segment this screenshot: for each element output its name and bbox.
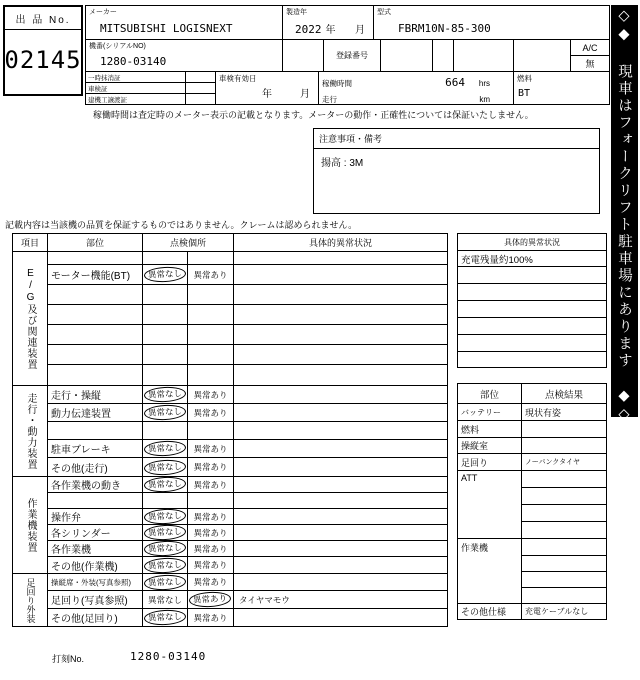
table-row <box>48 285 447 305</box>
table-row <box>48 609 447 626</box>
abnormality-row <box>458 301 606 318</box>
abnormality-row: 充電残量約100% <box>458 251 606 267</box>
part-cell <box>48 305 143 324</box>
table-row <box>458 454 606 471</box>
ng-cell <box>188 365 234 385</box>
detail-cell <box>234 574 447 590</box>
detail-cell <box>234 422 447 439</box>
ng-cell <box>188 557 234 573</box>
abnormality-box-title: 具体的異常状況 <box>458 234 606 251</box>
table-row <box>48 404 447 422</box>
result-cell <box>522 588 606 603</box>
ng-cell <box>188 265 234 284</box>
year-value: 2022 <box>295 23 322 36</box>
ng-mark: 異常あり <box>193 527 228 538</box>
table-row <box>48 557 447 573</box>
detail-cell <box>234 325 447 344</box>
location-banner: ◇◆ 現車はフォークリフト駐車場にあります ◆◇ <box>611 5 638 417</box>
result-cell <box>522 556 606 572</box>
empty-cell <box>282 39 324 72</box>
part-cell: 走行・操縦 <box>48 386 143 403</box>
ng-mark: 異常あり <box>193 479 228 490</box>
ok-cell <box>143 386 188 403</box>
section-drive <box>13 386 447 477</box>
ng-mark: 異常あり <box>193 443 228 454</box>
ok-mark: 異常なし <box>144 556 187 573</box>
month-unit: 月 <box>355 25 365 36</box>
ng-cell <box>188 325 234 344</box>
table-row <box>48 525 447 541</box>
abnormality-row <box>458 352 606 367</box>
ok-cell <box>143 345 188 364</box>
detail-cell <box>234 557 447 573</box>
ng-mark: 異常あり <box>193 511 228 522</box>
ng-cell <box>188 477 234 492</box>
doc-label-3: 建機工譲渡証 <box>88 96 127 104</box>
abnormality-box <box>457 233 607 368</box>
table-row <box>458 421 606 438</box>
result-cell <box>522 572 606 588</box>
part-cell: 操縦室 <box>458 438 522 453</box>
mileage-unit: km <box>479 95 490 104</box>
ok-mark: 異常なし <box>144 524 187 541</box>
ok-cell <box>143 305 188 324</box>
att-block <box>458 471 606 539</box>
table-row <box>48 477 447 493</box>
maker-cell <box>85 5 283 40</box>
detail-cell <box>234 477 447 492</box>
ok-mark: 異常なし <box>144 440 187 457</box>
ac-value-cell <box>570 55 610 72</box>
result-cell: 充電ケーブルなし <box>525 607 589 616</box>
stamp-number-value: 1280-03140 <box>130 650 207 663</box>
part-cell: 燃料 <box>458 421 522 437</box>
ng-cell <box>188 609 234 626</box>
empty-cell <box>453 39 514 72</box>
ng-cell <box>188 509 234 524</box>
detail-cell <box>234 386 447 403</box>
abnormality-row <box>458 335 606 352</box>
result-table-header <box>458 384 606 404</box>
shaken-label: 車検有効日 <box>219 74 257 83</box>
ng-cell <box>188 404 234 421</box>
model-cell <box>373 5 610 40</box>
part-cell: 各作業機 <box>48 541 143 556</box>
part-cell: 操縦席・外装(写真参照) <box>48 574 143 590</box>
part-cell <box>48 285 143 304</box>
ok-mark: 異常なし <box>144 540 187 557</box>
part-cell <box>48 493 143 508</box>
abnormality-row <box>458 318 606 335</box>
result-cell: 現状有姿 <box>525 407 562 418</box>
remarks-title: 注意事項・備考 <box>314 129 599 149</box>
col-detail: 具体的異常状況 <box>308 238 372 248</box>
ng-mark: 異常あり <box>189 591 232 608</box>
table-row <box>48 365 447 385</box>
section-drive-label: 走行・動力装置 <box>13 386 48 476</box>
ng-mark: 異常あり <box>193 560 228 570</box>
ok-cell <box>143 458 188 476</box>
col-check: 点検個所 <box>143 234 234 251</box>
serial-value: 1280-03140 <box>100 55 167 68</box>
year-label: 製造年 <box>286 9 307 16</box>
part-cell <box>48 345 143 364</box>
year-unit: 年 <box>325 25 336 36</box>
part-cell: その他(走行) <box>48 458 143 476</box>
remarks-box <box>313 128 600 214</box>
detail-cell <box>234 440 447 457</box>
shaken-month-unit: 月 <box>300 89 310 100</box>
result-cell <box>522 421 606 437</box>
part-cell: 各シリンダー <box>48 525 143 540</box>
part-cell <box>48 252 143 264</box>
mileage-label: 走行 <box>322 95 337 104</box>
ok-cell <box>143 509 188 524</box>
table-row <box>48 345 447 365</box>
work-block <box>458 539 606 604</box>
ok-cell <box>143 325 188 344</box>
shaken-year-unit: 年 <box>262 89 272 100</box>
ng-cell <box>188 345 234 364</box>
part-cell: その他仕様 <box>458 604 522 619</box>
part-cell: 操作弁 <box>48 509 143 524</box>
ok-cell <box>143 265 188 284</box>
col-part: 部位 <box>458 384 522 403</box>
abnormality-row <box>458 284 606 301</box>
ok-cell <box>143 422 188 439</box>
ok-cell <box>143 477 188 492</box>
disclaimer-note: 記載内容は当該機の品質を保証するものではありません。クレームは認められません。 <box>5 220 358 230</box>
detail-cell <box>234 493 447 508</box>
detail-cell: タイヤマモウ <box>239 594 290 605</box>
registration-label: 登録番号 <box>336 51 368 60</box>
ok-mark: 異常なし <box>144 476 187 493</box>
part-cell: ATT <box>458 471 522 538</box>
fuel-cell <box>513 71 610 105</box>
detail-cell <box>234 305 447 324</box>
ng-cell <box>188 591 234 608</box>
ok-cell <box>143 609 188 626</box>
ok-cell <box>143 493 188 508</box>
ok-cell <box>143 252 188 264</box>
result-cell <box>522 522 606 538</box>
ok-cell <box>143 365 188 385</box>
ok-mark: 異常なし <box>144 386 187 403</box>
ok-cell <box>143 541 188 556</box>
empty-cell <box>380 39 433 72</box>
table-row <box>48 386 447 404</box>
part-cell: 駐車ブレーキ <box>48 440 143 457</box>
lot-number-box <box>3 5 83 96</box>
ok-cell <box>143 591 188 608</box>
hours-cell <box>318 71 514 105</box>
table-row <box>48 325 447 345</box>
table-row <box>48 440 447 458</box>
fuel-value: BT <box>518 88 531 99</box>
ng-cell <box>188 422 234 439</box>
ng-mark: 異常あり <box>193 543 228 554</box>
ok-mark: 異常なし <box>144 266 187 283</box>
detail-cell <box>234 265 447 284</box>
serial-label: 機番(シリアルNO) <box>89 43 146 50</box>
maker-value: MITSUBISHI LOGISNEXT <box>100 22 233 35</box>
detail-cell <box>234 365 447 385</box>
table-row <box>48 252 447 265</box>
ac-label-cell <box>570 39 610 56</box>
ok-mark: 異常なし <box>144 508 187 525</box>
part-cell: 作業機 <box>458 539 522 603</box>
table-row <box>48 574 447 591</box>
result-cell <box>522 505 606 522</box>
table-row <box>458 438 606 454</box>
detail-cell <box>234 404 447 421</box>
ok-cell <box>143 285 188 304</box>
result-table <box>457 383 607 620</box>
doc-label-2: 車検証 <box>88 85 108 93</box>
detail-cell <box>234 345 447 364</box>
ok-cell <box>143 525 188 540</box>
part-cell: その他(作業機) <box>48 557 143 573</box>
part-cell <box>48 422 143 439</box>
part-cell: バッテリー <box>458 404 522 420</box>
ok-mark: 異常なし <box>144 573 187 590</box>
registration-cell <box>323 39 381 72</box>
ok-cell <box>143 404 188 421</box>
result-cell <box>522 488 606 505</box>
table-row <box>48 591 447 609</box>
section-work <box>13 477 447 574</box>
part-cell: その他(足回り) <box>48 609 143 626</box>
section-eg <box>13 252 447 386</box>
result-cell <box>522 471 606 488</box>
stamp-number-label: 打刻No. <box>52 654 85 664</box>
col-result: 点検結果 <box>544 389 583 401</box>
fuel-label: 燃料 <box>517 74 532 83</box>
ng-cell <box>188 305 234 324</box>
inspection-table-header <box>13 234 447 252</box>
ng-mark: 異常あり <box>193 269 228 280</box>
table-row <box>48 305 447 325</box>
ac-value: 無 <box>585 59 595 69</box>
hours-value: 664 <box>445 76 465 89</box>
ng-cell <box>188 525 234 540</box>
col-item: 項目 <box>13 234 48 251</box>
empty-cell <box>513 39 571 72</box>
table-row <box>48 458 447 476</box>
table-row <box>458 404 606 421</box>
part-cell <box>48 325 143 344</box>
detail-cell <box>234 509 447 524</box>
table-row <box>48 509 447 525</box>
ok-cell <box>143 574 188 590</box>
hours-label: 稼働時間 <box>322 79 352 88</box>
ng-cell <box>188 440 234 457</box>
doc-label-1: 一時抹消証 <box>88 74 121 82</box>
ng-cell <box>188 493 234 508</box>
ng-mark: 異常あり <box>193 407 228 418</box>
table-row <box>458 604 606 619</box>
ng-mark: 異常あり <box>193 612 228 623</box>
year-cell <box>282 5 374 40</box>
remarks-value: 揚高 : 3M <box>321 158 364 169</box>
ng-cell <box>188 285 234 304</box>
table-row <box>48 265 447 285</box>
part-cell <box>48 365 143 385</box>
meter-note: 稼働時間は査定時のメーター表示の記載となります。メーターの動作・正確性については保証いたしません。 <box>93 110 534 120</box>
ac-label: A/C <box>582 42 598 53</box>
table-row <box>48 493 447 509</box>
ok-mark: 異常なし <box>144 609 187 626</box>
lot-number-label: 出 品 No. <box>5 7 81 30</box>
section-under <box>13 574 447 626</box>
section-under-label: 足回り外装 <box>13 574 48 626</box>
col-part: 部位 <box>48 234 143 251</box>
detail-cell <box>234 458 447 476</box>
lot-number-value: 02145 <box>4 46 82 74</box>
ng-cell <box>188 574 234 590</box>
detail-cell <box>234 252 447 264</box>
ng-cell <box>188 458 234 476</box>
part-cell: モーター機能(BT) <box>48 265 143 284</box>
shaken-cell <box>215 71 319 105</box>
detail-cell <box>234 609 447 626</box>
empty-cell <box>432 39 454 72</box>
ng-cell <box>188 252 234 264</box>
result-cell: ノーパンクタイヤ <box>525 459 581 466</box>
table-row <box>48 541 447 557</box>
hours-unit: hrs <box>478 79 490 88</box>
detail-cell <box>234 541 447 556</box>
doc-check-3 <box>185 93 216 105</box>
model-value: FBRM10N-85-300 <box>398 22 491 35</box>
part-cell: 足回り <box>458 454 522 470</box>
model-label: 型式 <box>377 9 391 16</box>
ng-cell <box>188 386 234 403</box>
ng-mark: 異常あり <box>193 389 228 400</box>
result-cell <box>522 539 606 556</box>
detail-cell <box>234 525 447 540</box>
detail-cell <box>234 285 447 304</box>
result-cell <box>522 438 606 453</box>
ok-cell <box>143 440 188 457</box>
part-cell: 各作業機の動き <box>48 477 143 492</box>
ok-mark: 異常なし <box>147 594 182 605</box>
ng-mark: 異常あり <box>193 462 228 472</box>
inspection-table <box>12 233 448 627</box>
section-work-label: 作業機装置 <box>13 477 48 573</box>
ok-mark: 異常なし <box>144 404 187 421</box>
abnormality-row <box>458 267 606 284</box>
serial-cell <box>85 39 283 72</box>
ok-cell <box>143 557 188 573</box>
table-row <box>48 422 447 440</box>
section-eg-label: E/G及び関連装置 <box>13 252 48 385</box>
maker-label: メーカー <box>89 9 117 16</box>
part-cell: 足回り(写真参照) <box>48 591 143 608</box>
doc-row-3 <box>85 93 186 105</box>
ng-mark: 異常あり <box>193 577 228 587</box>
ng-cell <box>188 541 234 556</box>
ok-mark: 異常なし <box>144 458 187 475</box>
part-cell: 動力伝達装置 <box>48 404 143 421</box>
